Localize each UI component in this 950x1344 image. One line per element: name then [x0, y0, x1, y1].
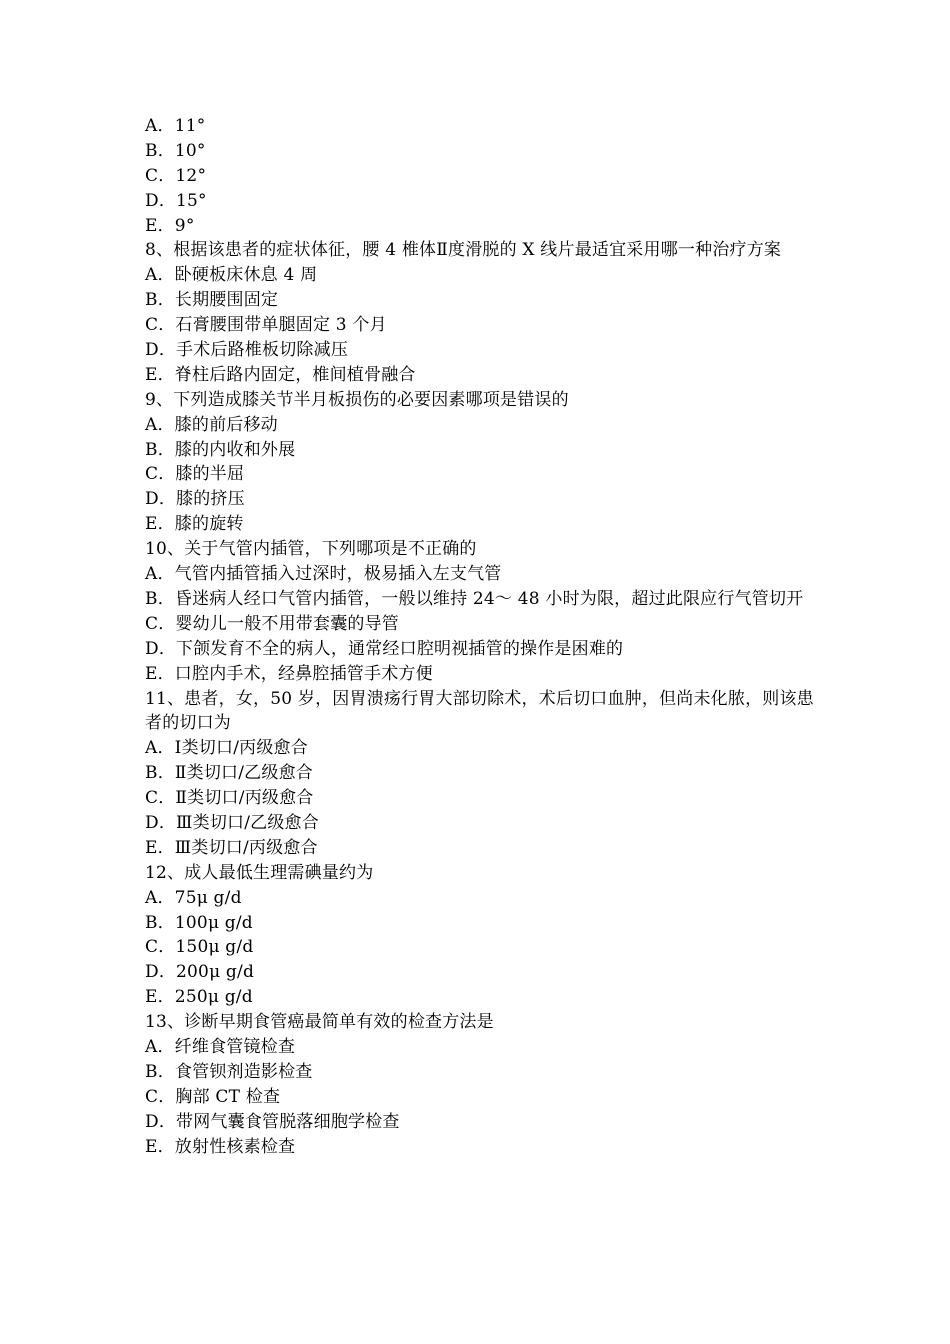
option-line: B．昏迷病人经口气管内插管，一般以维持 24～ 48 小时为限，超过此限应行气管切开	[145, 588, 804, 609]
option-line: A．11°	[145, 116, 206, 136]
option-line: A．纤维食管镜检查	[145, 1037, 296, 1058]
option-line: A．卧硬板床休息 4 周	[145, 265, 318, 286]
option-line: C．Ⅱ类切口/丙级愈合	[145, 788, 314, 809]
option-line: D．下颌发育不全的病人，通常经口腔明视插管的操作是困难的	[145, 638, 624, 659]
option-line: C．婴幼儿一般不用带套囊的导管	[145, 613, 400, 634]
option-line: C．150μ g/d	[145, 937, 254, 958]
option-line: C．石膏腰围带单腿固定 3 个月	[145, 315, 387, 336]
option-line: C．胸部 CT 检查	[145, 1086, 281, 1107]
option-line: D．Ⅲ类切口/乙级愈合	[145, 813, 319, 833]
option-line: B．食管钡剂造影检查	[145, 1061, 313, 1082]
option-line: E．9°	[145, 215, 195, 236]
option-line: E．口腔内手术，经鼻腔插管手术方便	[145, 663, 433, 684]
option-line: B．Ⅱ类切口/乙级愈合	[145, 763, 313, 784]
option-line: A．膝的前后移动	[145, 414, 278, 435]
option-line: A．气管内插管插入过深时，极易插入左支气管	[145, 564, 502, 585]
option-line: B．10°	[145, 140, 206, 161]
document-page	[145, 114, 815, 1159]
option-line: B．膝的内收和外展	[145, 439, 296, 460]
question-stem: 9、下列造成膝关节半月板损伤的必要因素哪项是错误的	[145, 389, 569, 410]
question-stem: 10、关于气管内插管，下列哪项是不正确的	[145, 539, 477, 560]
option-line: C．12°	[145, 165, 207, 186]
option-line: E．放射性核素检查	[145, 1136, 296, 1157]
question-stem: 13、诊断早期食管癌最简单有效的检查方法是	[145, 1012, 494, 1033]
option-line: B．100μ g/d	[145, 912, 253, 933]
question-stem: 8、根据该患者的症状体征，腰 4 椎体Ⅱ度滑脱的 X 线片最适宜采用哪一种治疗方案	[145, 240, 782, 261]
option-line: A．Ⅰ类切口/丙级愈合	[145, 738, 308, 759]
option-line: D．膝的挤压	[145, 489, 245, 510]
option-line: A．75μ g/d	[145, 887, 242, 908]
question-stem: 12、成人最低生理需碘量约为	[145, 862, 374, 883]
option-line: D．15°	[145, 190, 207, 211]
option-line: B．长期腰围固定	[145, 290, 279, 311]
option-line: E．Ⅲ类切口/丙级愈合	[145, 837, 318, 858]
option-line: E．膝的旋转	[145, 514, 244, 535]
option-line: D．带网气囊食管脱落细胞学检查	[145, 1111, 400, 1132]
option-line: D．手术后路椎板切除减压	[145, 340, 349, 361]
option-line: C．膝的半屈	[145, 464, 245, 485]
option-line: E．脊柱后路内固定，椎间植骨融合	[145, 364, 416, 385]
option-line: E．250μ g/d	[145, 987, 253, 1008]
option-line: D．200μ g/d	[145, 962, 255, 983]
question-stem: 11、患者，女，50 岁，因胃溃疡行胃大部切除术，术后切口血肿，但尚未化脓，则该患者的切口为	[145, 688, 814, 734]
